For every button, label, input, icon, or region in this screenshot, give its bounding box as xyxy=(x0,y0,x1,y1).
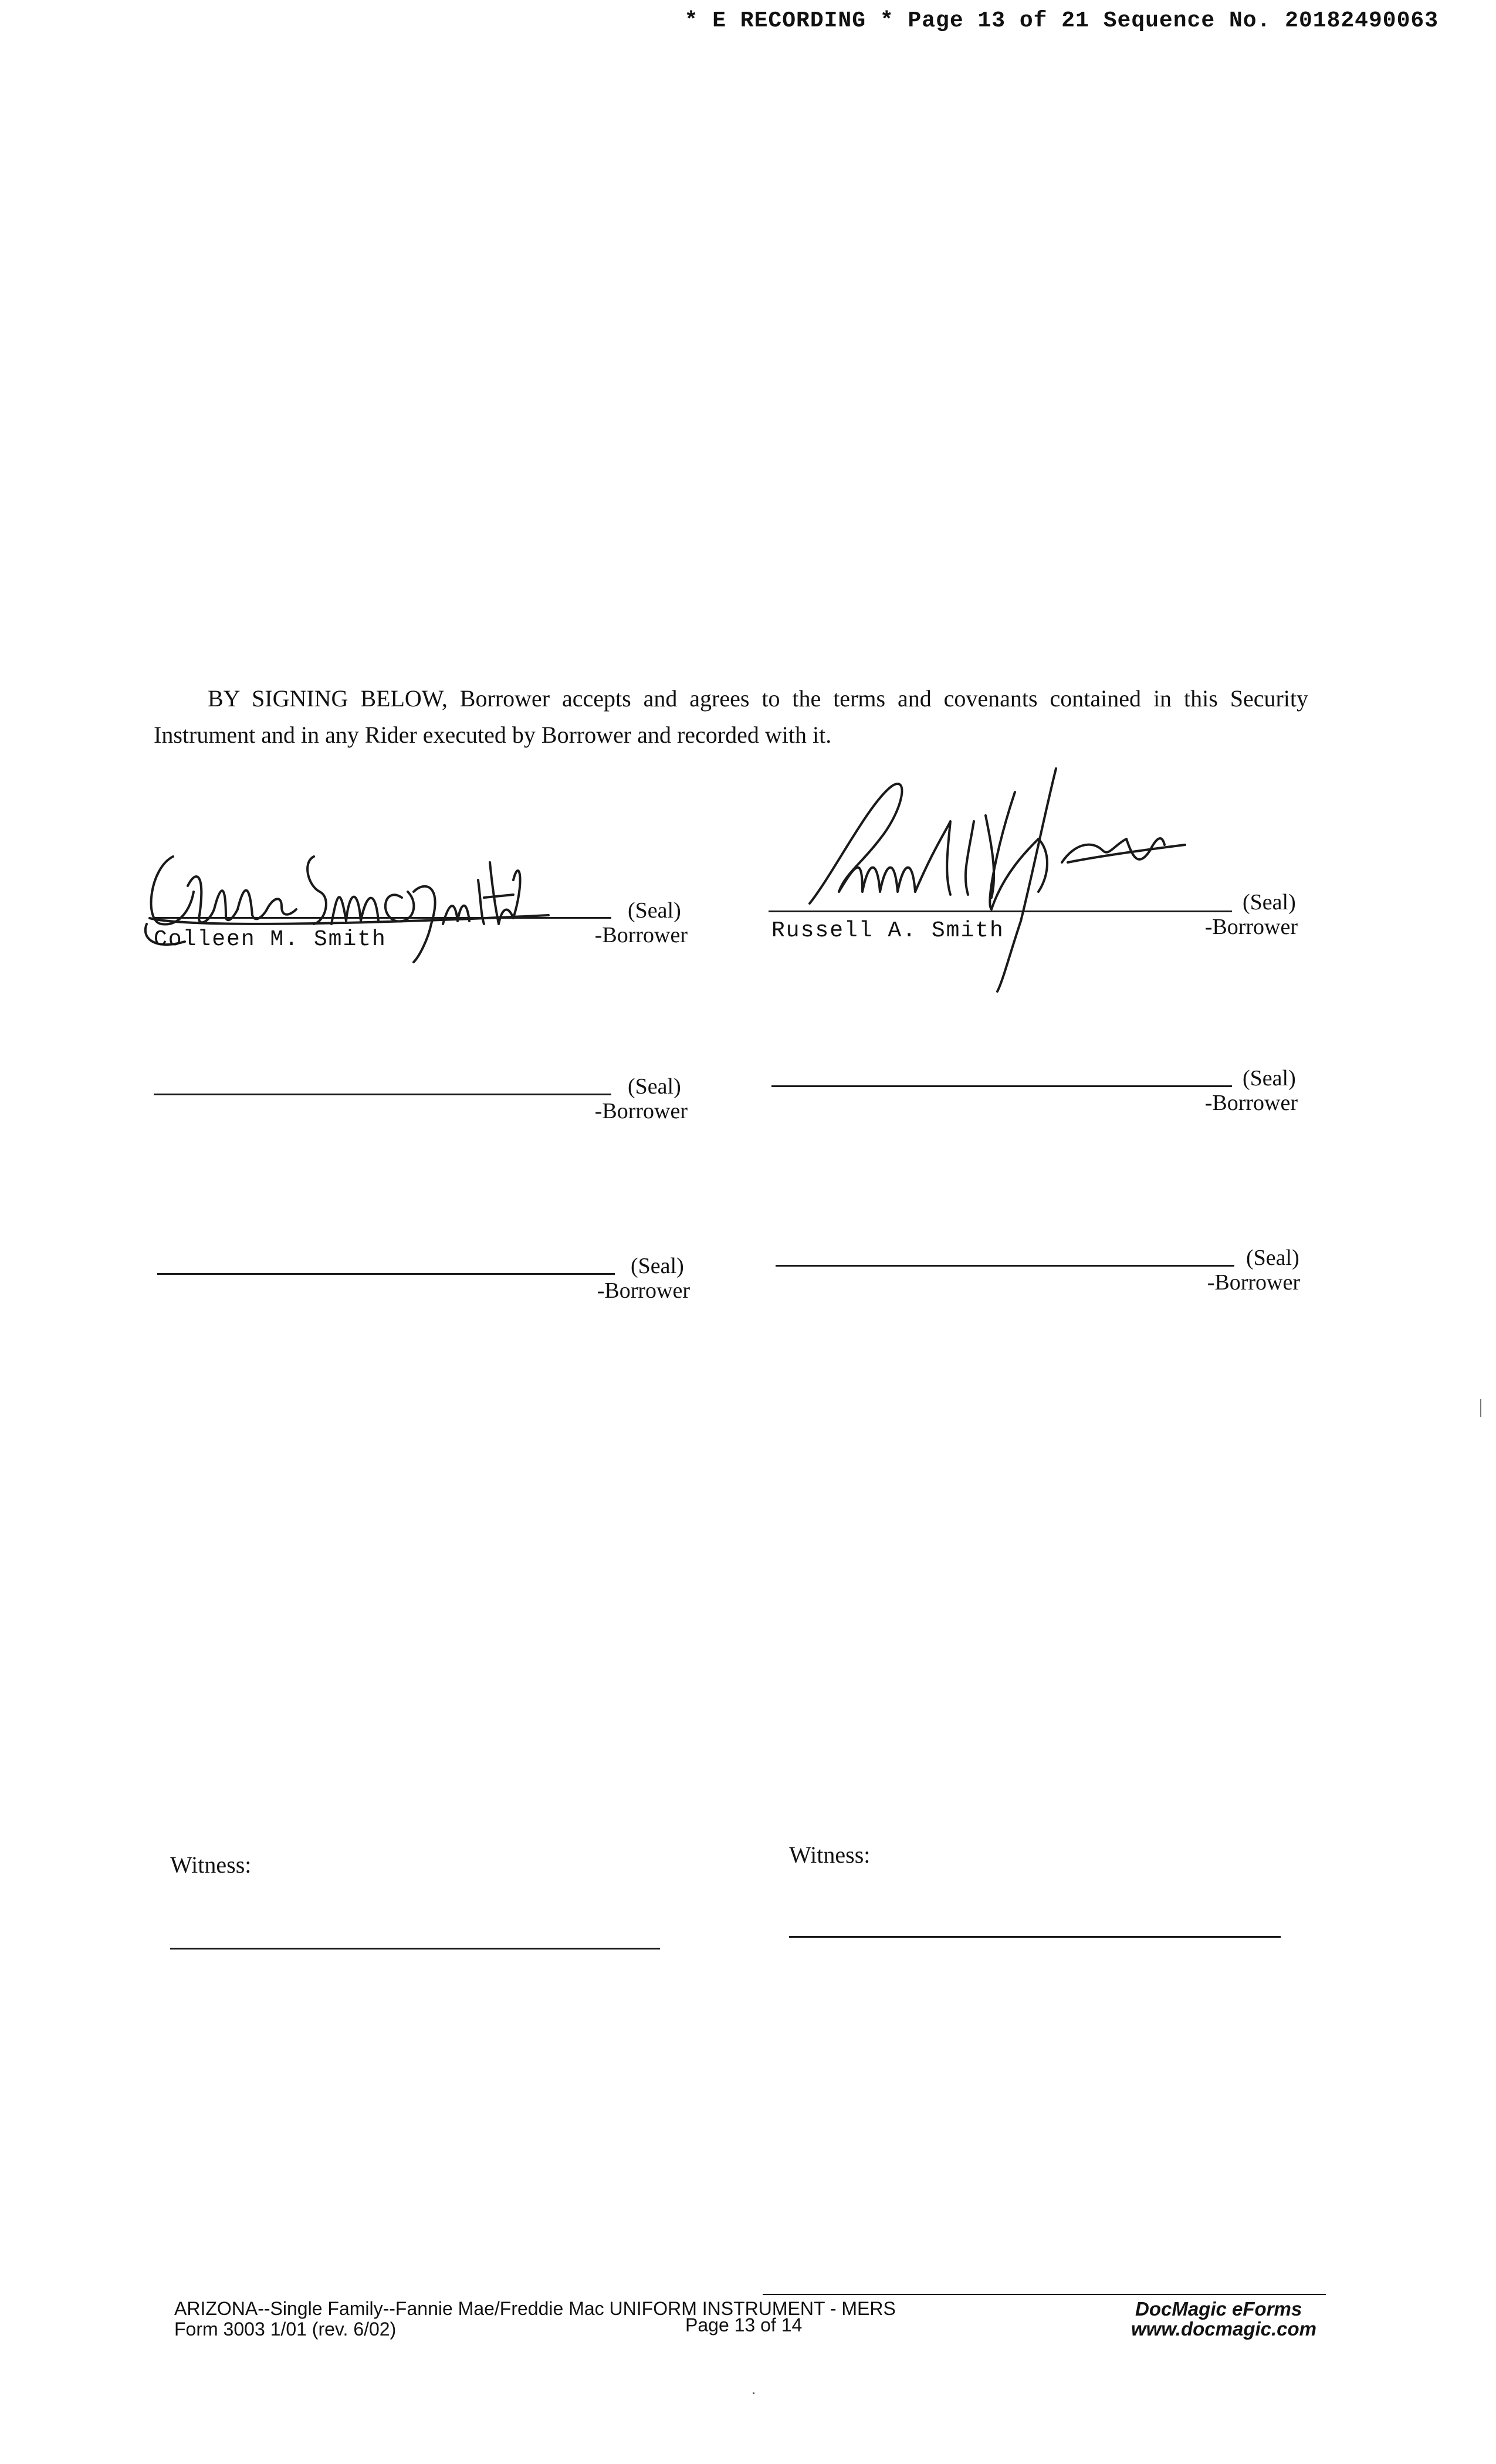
borrower2-signature xyxy=(774,757,1244,1003)
recording-stamp: * E RECORDING * Page 13 of 21 Sequence No. 20182490063 xyxy=(684,8,1439,33)
borrower6-seal-label: (Seal) xyxy=(1246,1245,1299,1270)
borrower2-printed-name: Russell A. Smith xyxy=(771,918,1004,943)
docmagic-website: www.docmagic.com xyxy=(1131,2318,1317,2340)
borrower1-signature-line xyxy=(154,917,611,919)
borrower1-seal-label: (Seal) xyxy=(628,898,681,923)
scan-speck xyxy=(753,2392,754,2394)
footer-form-number: Form 3003 1/01 (rev. 6/02) xyxy=(174,2319,397,2340)
footer-page-number: Page 13 of 14 xyxy=(685,2314,803,2336)
borrower1-printed-name: Colleen M. Smith xyxy=(154,927,387,952)
borrower5-seal-label: (Seal) xyxy=(631,1254,684,1278)
borrower4-role-label: -Borrower xyxy=(1204,1091,1298,1115)
borrower4-seal-label: (Seal) xyxy=(1243,1066,1296,1091)
footer-rule xyxy=(763,2294,1326,2295)
witness-label-right: Witness: xyxy=(789,1842,871,1868)
docmagic-logo: DocMagic eForms xyxy=(1135,2298,1302,2320)
footer-form-title: ARIZONA--Single Family--Fannie Mae/Freddie Mac UNIFORM INSTRUMENT - MERS xyxy=(174,2298,896,2319)
witness-line-right xyxy=(789,1936,1281,1938)
borrower4-signature-line xyxy=(771,1085,1232,1087)
borrower1-role-label: -Borrower xyxy=(594,923,688,947)
borrower3-role-label: -Borrower xyxy=(594,1099,688,1123)
borrower6-role-label: -Borrower xyxy=(1207,1270,1300,1295)
borrower6-signature-line xyxy=(776,1265,1234,1267)
borrower2-seal-label: (Seal) xyxy=(1243,890,1296,915)
borrower3-seal-label: (Seal) xyxy=(628,1074,681,1099)
scan-speck xyxy=(1480,1399,1481,1417)
borrower5-signature-line xyxy=(157,1273,615,1275)
witness-line-left xyxy=(170,1948,660,1949)
acknowledgment-paragraph: BY SIGNING BELOW, Borrower accepts and agrees to the terms and covenants contained in this Security Instrument and in any Rider executed by Borrower and recorded with it. xyxy=(154,685,1308,748)
borrower5-role-label: -Borrower xyxy=(597,1278,690,1303)
borrower2-signature-line xyxy=(769,911,1232,912)
witness-label-left: Witness: xyxy=(170,1852,252,1878)
borrower2-role-label: -Borrower xyxy=(1204,915,1298,939)
borrower3-signature-line xyxy=(154,1094,611,1095)
